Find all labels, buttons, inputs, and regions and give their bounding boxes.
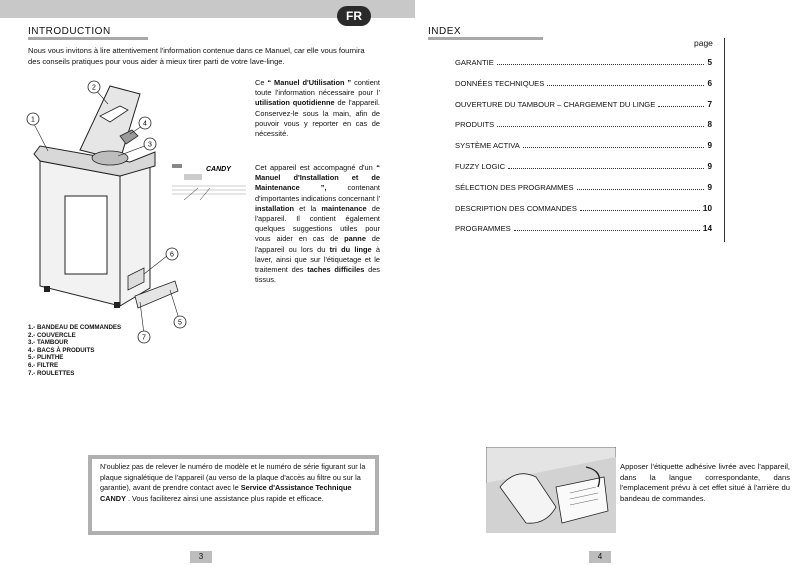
para2-run: Cet appareil est accompagné d'un: [255, 163, 377, 172]
page-number-right: 4: [589, 551, 611, 563]
legend-item: 2.- COUVERCLE: [28, 331, 76, 339]
toc-leader-dots: [580, 209, 700, 211]
legend-item: 4.- BACS À PRODUITS: [28, 346, 95, 354]
legend-item: 5.- PLINTHE: [28, 354, 64, 362]
toc-entry-page: 7: [707, 99, 712, 109]
intro-heading: INTRODUCTION: [28, 26, 111, 37]
para1-run: utilisation quotidienne: [255, 98, 335, 108]
callout-6-label: 6: [170, 251, 174, 259]
installation-manual-paragraph: [255, 163, 380, 285]
toc-entry[interactable]: [455, 162, 712, 171]
toc-entry-page: 6: [707, 78, 712, 88]
para2-run: et la: [294, 203, 322, 213]
toc-entry-page: 8: [707, 120, 712, 130]
toc-entry-title: GARANTIE: [455, 58, 494, 67]
legend-item: 1.- BANDEAU DE COMMANDES: [28, 324, 122, 331]
note-run: Service d'Assistance Technique CANDY: [100, 483, 352, 503]
index-heading-underline: [428, 37, 543, 40]
toc-entry[interactable]: [455, 79, 712, 88]
toc-entry-title: PRODUITS: [455, 120, 495, 130]
page-number-left: 3: [190, 551, 212, 563]
toc-entry-title: DONNÉES TECHNIQUES: [455, 78, 545, 88]
intro-paragraph: Nous vous invitons à lire attentivement l'information contenue dans ce Manuel, car elle vous fournira des conseils pratiques pour vous aider à mieux tirer parti de votre lave-linge.: [28, 46, 365, 66]
para1-run: Ce: [255, 78, 268, 87]
toc-entry[interactable]: [455, 141, 712, 150]
note-run: . Vous faciliterez ainsi une assistance plus rapide et efficace.: [125, 493, 324, 503]
rating-plate-illustration: [170, 160, 248, 200]
toc-right-rule: [724, 38, 725, 242]
toc-entry-title: SYSTÈME ACTIVA: [455, 141, 520, 151]
toc-entry-page: 9: [707, 141, 712, 151]
para2-run: installation: [255, 203, 295, 213]
toc-entry-page: 5: [707, 58, 712, 67]
para2-run: de l'appareil. Il contient également quelques suggestions utiles pour vous aider en cas de: [255, 203, 380, 244]
para2-run: maintenance: [321, 203, 367, 213]
language-badge: FR: [337, 6, 371, 26]
callout-6: [165, 247, 179, 266]
callout-4: [138, 116, 152, 135]
para2-run: de l'appareil ou lors du: [255, 234, 380, 254]
rating-plate-brand: CANDY: [206, 166, 231, 173]
toc-entry[interactable]: [455, 183, 712, 192]
para1-run: “ Manuel d'Utilisation ”: [267, 78, 352, 87]
toc-leader-dots: [577, 188, 705, 190]
toc-entry-page: 14: [702, 224, 712, 234]
index-heading: INDEX: [428, 26, 462, 37]
callout-2-label: 2: [92, 84, 96, 92]
para2-run: panne: [344, 234, 366, 244]
toc-leader-dots: [497, 63, 705, 65]
toc-leader-dots: [658, 105, 704, 107]
toc-entry-title: FUZZY LOGIC: [455, 162, 506, 171]
toc-entry-title: DESCRIPTION DES COMMANDES: [455, 203, 577, 213]
para1-run: contient toute l'information nécessaire pour l': [255, 78, 380, 98]
toc-entry[interactable]: [455, 100, 712, 109]
toc-leader-dots: [523, 146, 705, 148]
toc-entry-page: 9: [707, 162, 712, 171]
toc-entry[interactable]: [455, 224, 712, 233]
toc-leader-dots: [547, 84, 704, 86]
note-run: N'oubliez pas de relever le numéro de modèle et le numéro de série figurant sur la plaque signalétique de l'appareil (au verso de la plaque d'accès au filtre ou sur la garantie), avant de prendre contact avec le: [100, 462, 366, 492]
toc-entry[interactable]: [455, 204, 712, 213]
toc-page-column-label: page: [694, 38, 713, 48]
toc-entry-page: 10: [702, 203, 712, 213]
parts-legend: [28, 324, 121, 377]
intro-heading-underline: [28, 37, 148, 40]
legend-item: 6.- FILTRE: [28, 361, 59, 369]
callout-5: [173, 315, 187, 334]
para2-run: contenant d'importantes indications concernant l': [255, 183, 380, 203]
legend-item: 3.- TAMBOUR: [28, 339, 69, 347]
toc-leader-dots: [508, 167, 704, 169]
callout-4-label: 4: [143, 120, 147, 128]
toc-leader-dots: [497, 125, 704, 127]
callout-7: [137, 330, 151, 349]
callout-7-label: 7: [142, 334, 146, 342]
para2-run: taches difficiles: [307, 265, 365, 275]
toc-entry-title: OUVERTURE DU TAMBOUR – CHARGEMENT DU LINGE: [455, 99, 656, 109]
callout-1-label: 1: [31, 116, 35, 124]
para2-run: des tissus.: [255, 265, 380, 285]
callout-3-label: 3: [148, 141, 152, 149]
toc-entry-title: PROGRAMMES: [455, 224, 511, 234]
sticker-instruction-text: Apposer l'étiquette adhésive livrée avec l'appareil, dans la langue correspondante, dans l'emplacement prévu à cet effet situé à l'arrière du bandeau de commandes.: [620, 462, 790, 503]
toc-entry[interactable]: [455, 58, 712, 67]
toc-entry[interactable]: [455, 120, 712, 129]
service-note-text: [100, 462, 368, 504]
para2-run: “ Manuel d'Installation et de Maintenance ”,: [255, 163, 380, 193]
para2-run: tri du linge: [329, 244, 372, 254]
user-manual-paragraph: [255, 78, 380, 139]
toc-entry-page: 9: [707, 182, 712, 192]
legend-item: 7.- ROULETTES: [28, 369, 75, 377]
callout-5-label: 5: [178, 319, 182, 327]
callout-2: [87, 80, 101, 99]
callout-3: [143, 137, 157, 156]
toc-leader-dots: [514, 229, 700, 231]
callout-1: [26, 112, 40, 131]
para1-run: de l'appareil. Conservez-le sous la main, afin de pouvoir vous y reporter en cas de nécessité.: [255, 98, 380, 139]
toc-entry-title: SÉLECTION DES PROGRAMMES: [455, 182, 574, 192]
sticker-placement-illustration: [486, 447, 616, 533]
para2-run: à laver, ainsi que sur l'étiquetage et le traitement des: [255, 244, 380, 275]
